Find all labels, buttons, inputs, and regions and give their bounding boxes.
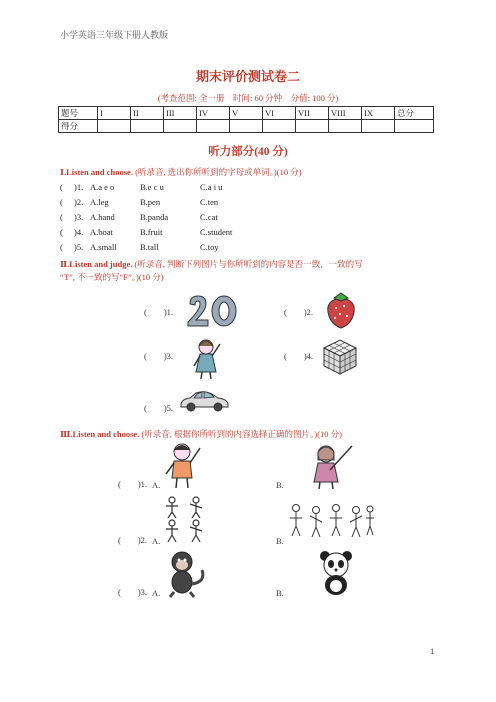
question-number: )1.	[74, 182, 84, 192]
table-cell: 得分	[59, 120, 98, 133]
choose-item-label: ( )1.	[118, 479, 148, 489]
option-a: A.leg	[90, 197, 109, 207]
table-cell: 总分	[395, 107, 434, 120]
table-cell: V	[230, 107, 263, 120]
section-title: 听力部分(40 分)	[208, 146, 288, 158]
score-entry-cell[interactable]	[329, 120, 362, 133]
score-entry-cell[interactable]	[131, 120, 164, 133]
part1-number: Ⅰ.	[60, 167, 67, 177]
table-cell: I	[98, 107, 131, 120]
answer-paren[interactable]: (	[60, 197, 63, 207]
part1-heading-cn: (听录音, 选出你所听到的字母或单词。)(10 分)	[132, 167, 302, 177]
part3-heading-cn: (听录音, 根据你所听到的内容选择正确的图片。)(10 分)	[139, 429, 342, 439]
table-cell: VI	[263, 107, 296, 120]
score-entry-cell[interactable]	[263, 120, 296, 133]
score-table-row	[59, 107, 434, 120]
part2-heading-en: Listen and judge.	[69, 259, 133, 269]
option-a-label: A.	[152, 588, 161, 598]
choose-item-label: ( )3.	[118, 587, 148, 597]
option-b: B.e c u	[140, 182, 164, 192]
table-cell: II	[131, 107, 164, 120]
question-number: )2.	[74, 197, 84, 207]
score-table	[58, 106, 434, 133]
option-b: B.panda	[140, 212, 169, 222]
option-c: C.cat	[200, 212, 218, 222]
option-a: A.a e o	[90, 182, 115, 192]
part2-heading-line2: “T”, 不一致的写“F”。)(10 分)	[60, 272, 164, 282]
score-entry-cell[interactable]	[296, 120, 329, 133]
option-a: A.small	[90, 242, 117, 252]
part2-number: Ⅱ.	[60, 259, 70, 269]
panda-image	[314, 548, 358, 596]
option-a: A.hand	[90, 212, 115, 222]
exam-subtitle: (考查范围: 全一册 时间: 60 分钟 分值: 100 分)	[157, 93, 339, 103]
option-c: C.a i u	[200, 182, 223, 192]
answer-paren[interactable]: (	[60, 242, 63, 252]
option-b: B.tall	[140, 242, 159, 252]
part3-number: Ⅲ.	[60, 429, 73, 439]
option-a-label: A.	[152, 480, 161, 490]
girl-with-stick-image	[306, 440, 356, 490]
option-c: C.toy	[200, 242, 219, 252]
part3-heading-en: Listen and choose.	[72, 429, 140, 439]
option-c: C.ten	[200, 197, 219, 207]
judge-item-label: ( )4.	[284, 351, 314, 361]
option-b: B.pen	[140, 197, 161, 207]
number-twenty-image	[184, 292, 240, 332]
exam-title: 期末评价测试卷二	[195, 69, 300, 84]
answer-paren[interactable]: (	[60, 212, 63, 222]
judge-item-label: ( )2.	[284, 307, 314, 317]
monkey-image	[160, 548, 210, 598]
choose-item-label: ( )2.	[118, 535, 148, 545]
answer-paren[interactable]: (	[60, 227, 63, 237]
table-cell: VIII	[329, 107, 362, 120]
question-number: )3.	[74, 212, 84, 222]
score-entry-cell[interactable]	[164, 120, 197, 133]
dancing-figures-image	[160, 494, 212, 544]
score-table-row	[59, 120, 434, 133]
table-cell: VII	[296, 107, 329, 120]
part2-heading	[60, 258, 363, 270]
car-image	[178, 388, 230, 414]
score-entry-cell[interactable]	[98, 120, 131, 133]
part1-heading-en: Listen and choose.	[66, 167, 133, 177]
boy-waving-image	[160, 440, 208, 490]
option-b-label: B.	[276, 536, 284, 546]
question-number: )4.	[74, 227, 84, 237]
table-cell: 题号	[59, 107, 98, 120]
option-c: C.student	[200, 227, 233, 237]
option-a-label: A.	[152, 536, 161, 546]
table-cell: IV	[197, 107, 230, 120]
strawberry-image	[324, 290, 358, 330]
judge-item-label: ( )3.	[144, 351, 174, 361]
table-cell: IX	[362, 107, 395, 120]
part3-heading	[60, 428, 342, 440]
page-header: 小学英语三年级下册人教版	[60, 30, 169, 40]
option-b-label: B.	[276, 480, 284, 490]
judge-item-label: ( )1.	[144, 307, 174, 317]
part2-heading-cn: (听录音, 判断下列图片与你所听到的内容是否一致，一致的写	[132, 259, 363, 269]
question-number: )5.	[74, 242, 84, 252]
children-group-image	[286, 500, 376, 540]
page-number: 1	[430, 646, 435, 656]
answer-paren[interactable]: (	[60, 182, 63, 192]
table-cell: III	[164, 107, 197, 120]
judge-item-label: ( )5.	[144, 403, 174, 413]
girl-waving-image	[186, 336, 226, 380]
score-entry-cell[interactable]	[230, 120, 263, 133]
option-b: B.fruit	[140, 227, 163, 237]
score-entry-cell[interactable]	[197, 120, 230, 133]
score-entry-cell[interactable]	[362, 120, 395, 133]
rubik-cube-image	[318, 336, 360, 378]
part1-heading	[60, 166, 302, 178]
option-b-label: B.	[276, 588, 284, 598]
score-entry-cell[interactable]	[395, 120, 434, 133]
option-a: A.boat	[90, 227, 113, 237]
